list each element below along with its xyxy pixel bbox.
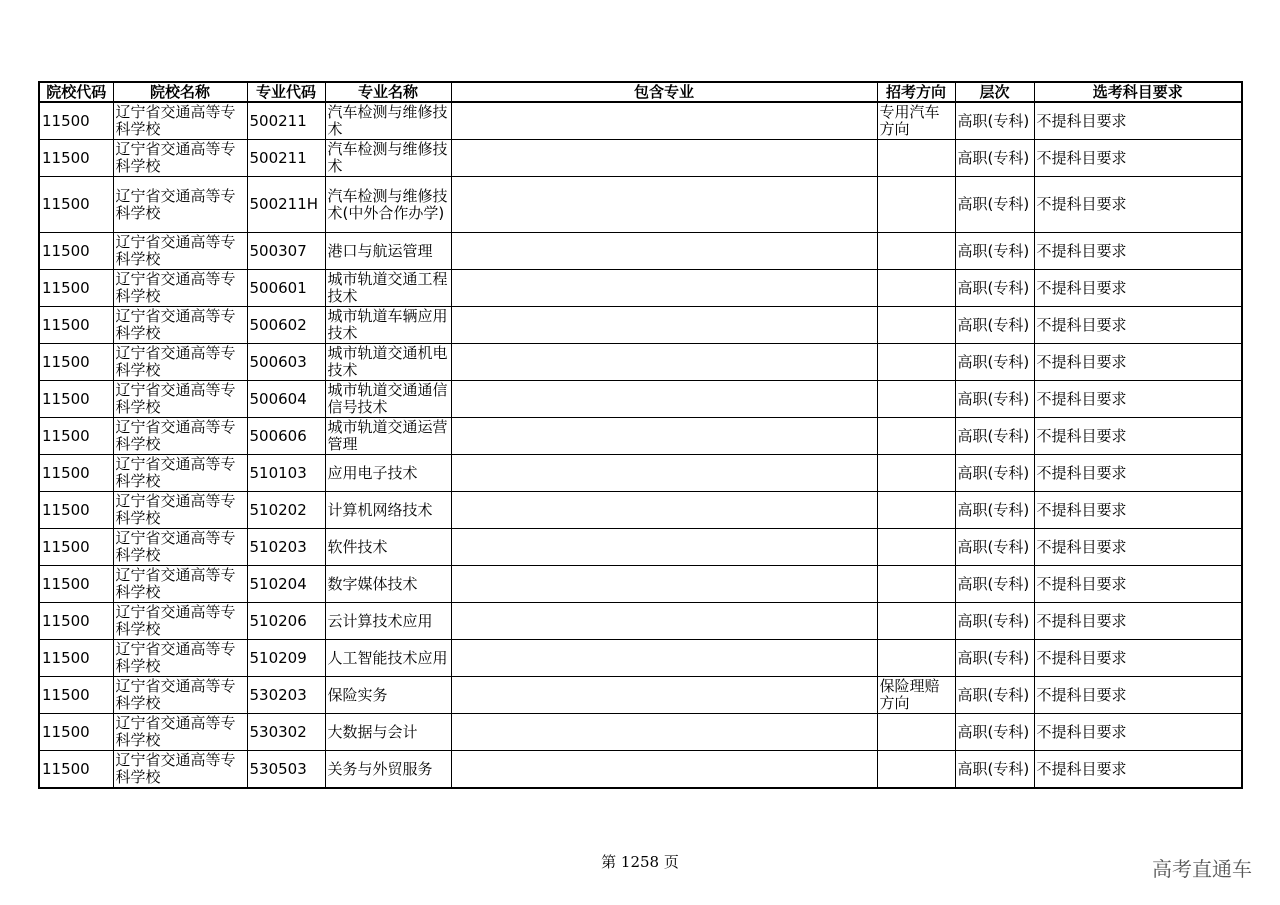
cell-school-code: 11500 bbox=[39, 566, 113, 603]
cell-school-name: 辽宁省交通高等专科学校 bbox=[113, 102, 247, 140]
cell-requirement: 不提科目要求 bbox=[1034, 381, 1242, 418]
header-row bbox=[39, 82, 1242, 102]
cell-school-name: 辽宁省交通高等专科学校 bbox=[113, 566, 247, 603]
table-body bbox=[39, 102, 1242, 788]
cell-major-code: 510209 bbox=[247, 640, 325, 677]
header-included-majors: 包含专业 bbox=[451, 82, 877, 102]
cell-major-code: 510203 bbox=[247, 529, 325, 566]
cell-school-code: 11500 bbox=[39, 270, 113, 307]
cell-school-code: 11500 bbox=[39, 677, 113, 714]
cell-major-name: 人工智能技术应用 bbox=[325, 640, 451, 677]
table-row bbox=[39, 455, 1242, 492]
cell-level: 高职(专科) bbox=[955, 529, 1034, 566]
cell-major-name: 关务与外贸服务 bbox=[325, 751, 451, 789]
header-requirement: 选考科目要求 bbox=[1034, 82, 1242, 102]
cell-direction bbox=[877, 140, 955, 177]
cell-major-code: 500602 bbox=[247, 307, 325, 344]
cell-major-code: 500606 bbox=[247, 418, 325, 455]
cell-school-code: 11500 bbox=[39, 307, 113, 344]
cell-school-code: 11500 bbox=[39, 492, 113, 529]
table-row bbox=[39, 492, 1242, 529]
cell-direction bbox=[877, 714, 955, 751]
cell-direction bbox=[877, 492, 955, 529]
cell-major-name: 保险实务 bbox=[325, 677, 451, 714]
cell-requirement: 不提科目要求 bbox=[1034, 455, 1242, 492]
cell-direction bbox=[877, 566, 955, 603]
cell-included-majors bbox=[451, 344, 877, 381]
table-row bbox=[39, 751, 1242, 789]
cell-included-majors bbox=[451, 381, 877, 418]
cell-direction bbox=[877, 640, 955, 677]
cell-school-code: 11500 bbox=[39, 455, 113, 492]
cell-school-code: 11500 bbox=[39, 344, 113, 381]
cell-level: 高职(专科) bbox=[955, 455, 1034, 492]
cell-major-name: 软件技术 bbox=[325, 529, 451, 566]
cell-level: 高职(专科) bbox=[955, 714, 1034, 751]
cell-school-name: 辽宁省交通高等专科学校 bbox=[113, 270, 247, 307]
cell-major-name: 城市轨道交通工程技术 bbox=[325, 270, 451, 307]
cell-school-name: 辽宁省交通高等专科学校 bbox=[113, 307, 247, 344]
table-row bbox=[39, 677, 1242, 714]
cell-included-majors bbox=[451, 418, 877, 455]
cell-direction bbox=[877, 603, 955, 640]
cell-requirement: 不提科目要求 bbox=[1034, 418, 1242, 455]
cell-requirement: 不提科目要求 bbox=[1034, 344, 1242, 381]
cell-requirement: 不提科目要求 bbox=[1034, 566, 1242, 603]
cell-included-majors bbox=[451, 751, 877, 789]
cell-direction bbox=[877, 529, 955, 566]
page-number: 第 1258 页 bbox=[601, 853, 679, 871]
cell-direction: 专用汽车方向 bbox=[877, 102, 955, 140]
cell-school-code: 11500 bbox=[39, 603, 113, 640]
header-major-name: 专业名称 bbox=[325, 82, 451, 102]
cell-major-code: 500211 bbox=[247, 102, 325, 140]
table-row bbox=[39, 177, 1242, 233]
table-row bbox=[39, 640, 1242, 677]
cell-major-name: 城市轨道车辆应用技术 bbox=[325, 307, 451, 344]
cell-school-name: 辽宁省交通高等专科学校 bbox=[113, 344, 247, 381]
cell-level: 高职(专科) bbox=[955, 603, 1034, 640]
cell-included-majors bbox=[451, 177, 877, 233]
cell-major-name: 汽车检测与维修技术 bbox=[325, 140, 451, 177]
table-row bbox=[39, 566, 1242, 603]
cell-school-name: 辽宁省交通高等专科学校 bbox=[113, 492, 247, 529]
cell-school-code: 11500 bbox=[39, 233, 113, 270]
cell-major-code: 510103 bbox=[247, 455, 325, 492]
table-row bbox=[39, 381, 1242, 418]
cell-level: 高职(专科) bbox=[955, 566, 1034, 603]
table-row bbox=[39, 714, 1242, 751]
cell-school-name: 辽宁省交通高等专科学校 bbox=[113, 640, 247, 677]
cell-major-code: 510202 bbox=[247, 492, 325, 529]
table-row bbox=[39, 529, 1242, 566]
cell-major-name: 数字媒体技术 bbox=[325, 566, 451, 603]
cell-major-name: 城市轨道交通通信信号技术 bbox=[325, 381, 451, 418]
cell-included-majors bbox=[451, 566, 877, 603]
cell-requirement: 不提科目要求 bbox=[1034, 640, 1242, 677]
cell-requirement: 不提科目要求 bbox=[1034, 714, 1242, 751]
cell-school-code: 11500 bbox=[39, 418, 113, 455]
table-row bbox=[39, 102, 1242, 140]
header-level: 层次 bbox=[955, 82, 1034, 102]
cell-level: 高职(专科) bbox=[955, 233, 1034, 270]
cell-school-code: 11500 bbox=[39, 529, 113, 566]
cell-school-name: 辽宁省交通高等专科学校 bbox=[113, 529, 247, 566]
cell-major-name: 汽车检测与维修技术 bbox=[325, 102, 451, 140]
cell-school-code: 11500 bbox=[39, 714, 113, 751]
cell-requirement: 不提科目要求 bbox=[1034, 177, 1242, 233]
cell-included-majors bbox=[451, 307, 877, 344]
table-row bbox=[39, 418, 1242, 455]
cell-included-majors bbox=[451, 603, 877, 640]
cell-major-code: 530302 bbox=[247, 714, 325, 751]
cell-requirement: 不提科目要求 bbox=[1034, 492, 1242, 529]
cell-requirement: 不提科目要求 bbox=[1034, 677, 1242, 714]
cell-major-code: 500603 bbox=[247, 344, 325, 381]
cell-major-code: 530203 bbox=[247, 677, 325, 714]
cell-major-name: 计算机网络技术 bbox=[325, 492, 451, 529]
watermark: 高考直通车 bbox=[1152, 857, 1252, 881]
cell-requirement: 不提科目要求 bbox=[1034, 140, 1242, 177]
cell-school-name: 辽宁省交通高等专科学校 bbox=[113, 381, 247, 418]
cell-included-majors bbox=[451, 677, 877, 714]
cell-direction bbox=[877, 751, 955, 789]
cell-major-code: 500601 bbox=[247, 270, 325, 307]
cell-level: 高职(专科) bbox=[955, 418, 1034, 455]
cell-requirement: 不提科目要求 bbox=[1034, 102, 1242, 140]
cell-major-name: 城市轨道交通运营管理 bbox=[325, 418, 451, 455]
cell-included-majors bbox=[451, 233, 877, 270]
cell-school-name: 辽宁省交通高等专科学校 bbox=[113, 677, 247, 714]
cell-direction bbox=[877, 233, 955, 270]
cell-level: 高职(专科) bbox=[955, 492, 1034, 529]
cell-school-name: 辽宁省交通高等专科学校 bbox=[113, 603, 247, 640]
cell-major-code: 500307 bbox=[247, 233, 325, 270]
cell-included-majors bbox=[451, 492, 877, 529]
cell-included-majors bbox=[451, 714, 877, 751]
cell-major-code: 530503 bbox=[247, 751, 325, 789]
cell-requirement: 不提科目要求 bbox=[1034, 307, 1242, 344]
cell-requirement: 不提科目要求 bbox=[1034, 603, 1242, 640]
table-row bbox=[39, 603, 1242, 640]
cell-school-name: 辽宁省交通高等专科学校 bbox=[113, 233, 247, 270]
cell-school-code: 11500 bbox=[39, 177, 113, 233]
cell-school-code: 11500 bbox=[39, 140, 113, 177]
cell-school-code: 11500 bbox=[39, 381, 113, 418]
cell-level: 高职(专科) bbox=[955, 640, 1034, 677]
cell-level: 高职(专科) bbox=[955, 307, 1034, 344]
cell-major-name: 云计算技术应用 bbox=[325, 603, 451, 640]
cell-included-majors bbox=[451, 455, 877, 492]
cell-major-code: 500604 bbox=[247, 381, 325, 418]
cell-major-name: 城市轨道交通机电技术 bbox=[325, 344, 451, 381]
cell-school-name: 辽宁省交通高等专科学校 bbox=[113, 140, 247, 177]
cell-direction bbox=[877, 177, 955, 233]
cell-level: 高职(专科) bbox=[955, 177, 1034, 233]
cell-direction: 保险理赔方向 bbox=[877, 677, 955, 714]
cell-included-majors bbox=[451, 140, 877, 177]
header-direction: 招考方向 bbox=[877, 82, 955, 102]
cell-level: 高职(专科) bbox=[955, 102, 1034, 140]
table-row bbox=[39, 307, 1242, 344]
table-row bbox=[39, 233, 1242, 270]
cell-school-name: 辽宁省交通高等专科学校 bbox=[113, 751, 247, 789]
cell-level: 高职(专科) bbox=[955, 270, 1034, 307]
table-row bbox=[39, 140, 1242, 177]
cell-requirement: 不提科目要求 bbox=[1034, 751, 1242, 789]
cell-school-name: 辽宁省交通高等专科学校 bbox=[113, 177, 247, 233]
cell-included-majors bbox=[451, 270, 877, 307]
cell-school-name: 辽宁省交通高等专科学校 bbox=[113, 714, 247, 751]
cell-level: 高职(专科) bbox=[955, 344, 1034, 381]
table-row bbox=[39, 270, 1242, 307]
cell-level: 高职(专科) bbox=[955, 751, 1034, 789]
cell-major-code: 510204 bbox=[247, 566, 325, 603]
cell-school-code: 11500 bbox=[39, 751, 113, 789]
cell-school-code: 11500 bbox=[39, 640, 113, 677]
admissions-table bbox=[38, 81, 1243, 789]
cell-major-name: 应用电子技术 bbox=[325, 455, 451, 492]
cell-major-code: 500211H bbox=[247, 177, 325, 233]
cell-included-majors bbox=[451, 529, 877, 566]
cell-major-code: 500211 bbox=[247, 140, 325, 177]
cell-school-name: 辽宁省交通高等专科学校 bbox=[113, 455, 247, 492]
cell-direction bbox=[877, 381, 955, 418]
cell-level: 高职(专科) bbox=[955, 140, 1034, 177]
cell-school-code: 11500 bbox=[39, 102, 113, 140]
cell-major-name: 大数据与会计 bbox=[325, 714, 451, 751]
cell-direction bbox=[877, 418, 955, 455]
cell-direction bbox=[877, 307, 955, 344]
cell-requirement: 不提科目要求 bbox=[1034, 529, 1242, 566]
cell-included-majors bbox=[451, 102, 877, 140]
header-school-code: 院校代码 bbox=[39, 82, 113, 102]
cell-direction bbox=[877, 344, 955, 381]
cell-major-code: 510206 bbox=[247, 603, 325, 640]
header-school-name: 院校名称 bbox=[113, 82, 247, 102]
header-major-code: 专业代码 bbox=[247, 82, 325, 102]
cell-included-majors bbox=[451, 640, 877, 677]
cell-requirement: 不提科目要求 bbox=[1034, 233, 1242, 270]
cell-requirement: 不提科目要求 bbox=[1034, 270, 1242, 307]
cell-major-name: 港口与航运管理 bbox=[325, 233, 451, 270]
cell-level: 高职(专科) bbox=[955, 677, 1034, 714]
cell-school-name: 辽宁省交通高等专科学校 bbox=[113, 418, 247, 455]
cell-direction bbox=[877, 270, 955, 307]
cell-direction bbox=[877, 455, 955, 492]
table-row bbox=[39, 344, 1242, 381]
cell-major-name: 汽车检测与维修技术(中外合作办学) bbox=[325, 177, 451, 233]
cell-level: 高职(专科) bbox=[955, 381, 1034, 418]
